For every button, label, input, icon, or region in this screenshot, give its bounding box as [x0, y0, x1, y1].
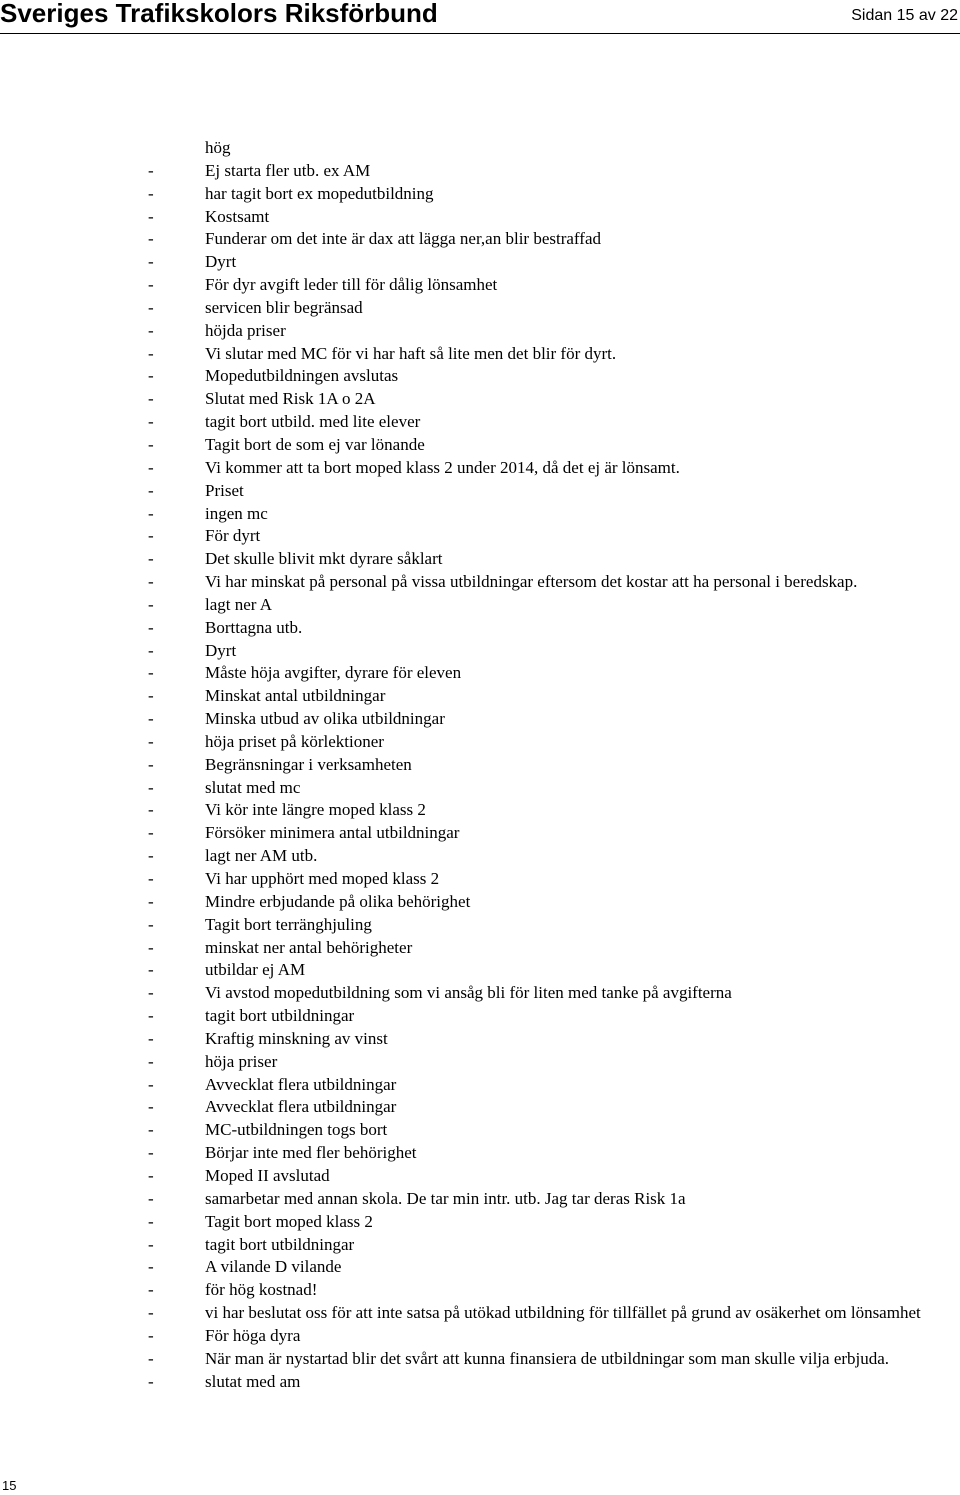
- bullet-dash: -: [148, 389, 154, 409]
- list-item-text: för hög kostnad!: [205, 1280, 318, 1300]
- list-item: [148, 571, 954, 594]
- list-item: [148, 1188, 954, 1211]
- list-item: [148, 1096, 954, 1119]
- bullet-dash: -: [148, 480, 154, 500]
- list-item: [148, 434, 954, 457]
- list-item: [148, 503, 954, 526]
- bullet-dash: -: [148, 960, 154, 980]
- list-item-text: tagit bort utbildningar: [205, 1234, 355, 1254]
- bullet-dash: -: [148, 1006, 154, 1026]
- list-item-text: Mindre erbjudande på olika behörighet: [205, 891, 471, 911]
- list-item-text: Ej starta fler utb. ex AM: [205, 160, 371, 180]
- list-item: [148, 1371, 954, 1394]
- bullet-dash: -: [148, 1280, 154, 1300]
- list-item: [148, 868, 954, 891]
- bullet-dash: -: [148, 160, 154, 180]
- bullet-dash: -: [148, 275, 154, 295]
- list-item-text: Moped II avslutad: [205, 1165, 330, 1185]
- list-item: [148, 594, 954, 617]
- list-item: [148, 1142, 954, 1165]
- bullet-dash: -: [148, 183, 154, 203]
- list-item-text: höja priset på körlektioner: [205, 731, 384, 751]
- page-header: [0, 0, 960, 34]
- list-item: [148, 708, 954, 731]
- list-item: [148, 411, 954, 434]
- list-item-text: Minska utbud av olika utbildningar: [205, 709, 445, 729]
- list-item-text: Vi har upphört med moped klass 2: [205, 869, 440, 888]
- list-item-text: Priset: [205, 480, 244, 500]
- list-item: [148, 685, 954, 708]
- list-item-text: Mopedutbildningen avslutas: [205, 366, 399, 386]
- bullet-dash: -: [148, 366, 154, 386]
- list-item-text: Vi kommer att ta bort moped klass 2 under 2014, då det ej är lönsamt.: [205, 457, 680, 477]
- list-item: [148, 228, 954, 251]
- list-item-text: Slutat med Risk 1A o 2A: [205, 389, 376, 409]
- bullet-dash: -: [148, 1120, 154, 1140]
- bullet-dash: -: [148, 1348, 154, 1368]
- list-item: [148, 617, 954, 640]
- header-divider: [0, 33, 960, 34]
- list-item: [148, 1211, 954, 1234]
- bullet-dash: -: [148, 800, 154, 820]
- list-item: [148, 754, 954, 777]
- list-item-text: Begränsningar i verksamheten: [205, 754, 412, 774]
- list-item: [148, 274, 954, 297]
- list-item-text: Funderar om det inte är dax att lägga ner,an blir bestraffad: [205, 229, 601, 249]
- list-item: [148, 799, 954, 822]
- list-item-text: MC-utbildningen togs bort: [205, 1120, 388, 1140]
- list-item: [148, 1005, 954, 1028]
- list-item-text: har tagit bort ex mopedutbildning: [205, 183, 434, 203]
- list-item: [148, 1234, 954, 1257]
- list-item: [148, 388, 954, 411]
- list-item-text: lagt ner AM utb.: [205, 846, 318, 866]
- list-item-text: slutat med am: [205, 1371, 301, 1391]
- bullet-dash: -: [148, 1097, 154, 1117]
- list-item-text: Försöker minimera antal utbildningar: [205, 823, 460, 843]
- bullet-dash: -: [148, 983, 154, 1003]
- bullet-dash: -: [148, 754, 154, 774]
- list-item: [148, 206, 954, 229]
- list-item-text: Tagit bort terränghjuling: [205, 914, 372, 934]
- list-item-text: Vi har minskat på personal på vissa utbildningar eftersom det kostar att ha personal i beredskap.: [205, 572, 858, 592]
- list-item: [148, 457, 954, 480]
- list-item: [148, 1348, 954, 1371]
- list-item-text: Vi avstod mopedutbildning som vi ansåg bli för liten med tanke på avgifterna: [205, 983, 732, 1003]
- bullet-dash: -: [148, 1303, 154, 1323]
- list-item: [148, 548, 954, 571]
- bullet-dash: -: [148, 343, 154, 363]
- list-item-text: Borttagna utb.: [205, 617, 303, 637]
- list-item: [148, 320, 954, 343]
- list-item: [148, 343, 954, 366]
- list-item: [148, 1279, 954, 1302]
- list-item-text: ingen mc: [205, 503, 268, 523]
- bullet-dash: -: [148, 1371, 154, 1391]
- list-item: [148, 1028, 954, 1051]
- footer-page-number: 15: [2, 1478, 17, 1493]
- bullet-dash: -: [148, 1143, 154, 1163]
- bullet-dash: -: [148, 1074, 154, 1094]
- list-item: [148, 1302, 954, 1325]
- list-item-text: Minskat antal utbildningar: [205, 686, 386, 706]
- bullet-dash: -: [148, 617, 154, 637]
- list-item-text: tagit bort utbild. med lite elever: [205, 412, 421, 432]
- list-item-text: Börjar inte med fler behörighet: [205, 1143, 417, 1163]
- list-item: [148, 1051, 954, 1074]
- document-title: Sveriges Trafikskolors Riksförbund: [0, 0, 438, 28]
- list-item: [148, 845, 954, 868]
- page-indicator: Sidan 15 av 22: [851, 7, 958, 24]
- bullet-dash: -: [148, 869, 154, 888]
- list-item-text: A vilande D vilande: [205, 1257, 342, 1277]
- list-item: [148, 1256, 954, 1279]
- list-item: [148, 891, 954, 914]
- bullet-dash: -: [148, 206, 154, 226]
- bullet-dash: -: [148, 1234, 154, 1254]
- bullet-dash: -: [148, 252, 154, 272]
- list-item-text: När man är nystartad blir det svårt att kunna finansiera de utbildningar som man skulle vilja erbjuda.: [205, 1348, 890, 1368]
- list-item: [148, 160, 954, 183]
- list-item-text: utbildar ej AM: [205, 960, 306, 980]
- list-item-text: samarbetar med annan skola. De tar min intr. utb. Jag tar deras Risk 1a: [205, 1188, 686, 1208]
- list-item-text: Tagit bort de som ej var lönande: [205, 434, 425, 454]
- continued-line: hög: [205, 138, 231, 157]
- list-item-text: Avvecklat flera utbildningar: [205, 1074, 397, 1094]
- list-item-text: Vi slutar med MC för vi har haft så lite men det blir för dyrt.: [205, 343, 617, 363]
- bullet-dash: -: [148, 457, 154, 477]
- list-item: [148, 1119, 954, 1142]
- list-item-text: Kraftig minskning av vinst: [205, 1028, 388, 1048]
- bullet-dash: -: [148, 846, 154, 866]
- list-item: [148, 183, 954, 206]
- list-item: [148, 959, 954, 982]
- list-item-text: höjda priser: [205, 320, 286, 340]
- bullet-dash: -: [148, 503, 154, 523]
- list-item-text: För dyr avgift leder till för dålig lönsamhet: [205, 275, 498, 295]
- list-item-text: servicen blir begränsad: [205, 297, 363, 317]
- list-item-text: tagit bort utbildningar: [205, 1006, 355, 1026]
- bullet-dash: -: [148, 709, 154, 729]
- list-item-text: lagt ner A: [205, 594, 273, 614]
- list-item-text: Tagit bort moped klass 2: [205, 1211, 373, 1231]
- bullet-dash: -: [148, 640, 154, 660]
- list-item-text: Måste höja avgifter, dyrare för eleven: [205, 663, 462, 683]
- bullet-dash: -: [148, 686, 154, 706]
- list-item: [148, 914, 954, 937]
- bullet-dash: -: [148, 914, 154, 934]
- list-item-text: För dyrt: [205, 526, 261, 546]
- list-item: [148, 251, 954, 274]
- bullet-dash: -: [148, 297, 154, 317]
- bullet-dash: -: [148, 937, 154, 957]
- list-item: [148, 640, 954, 663]
- bullet-dash: -: [148, 594, 154, 614]
- list-item: [148, 731, 954, 754]
- bullet-dash: -: [148, 891, 154, 911]
- bullet-dash: -: [148, 1188, 154, 1208]
- bullet-dash: -: [148, 663, 154, 683]
- bullet-dash: -: [148, 1211, 154, 1231]
- bullet-dash: -: [148, 412, 154, 432]
- bullet-dash: -: [148, 731, 154, 751]
- list-item: [148, 297, 954, 320]
- bullet-dash: -: [148, 1051, 154, 1071]
- list-item: [148, 1074, 954, 1097]
- bullet-dash: -: [148, 1028, 154, 1048]
- list-item-text: vi har beslutat oss för att inte satsa på utökad utbildning för tillfället på grund av osäkerhet om lönsamhet: [205, 1303, 921, 1323]
- list-item-text: Dyrt: [205, 252, 237, 272]
- list-item: [148, 365, 954, 388]
- list-item-text: Avvecklat flera utbildningar: [205, 1097, 397, 1117]
- bullet-dash: -: [148, 1325, 154, 1345]
- list-item-text: Kostsamt: [205, 206, 270, 226]
- list-item-text: minskat ner antal behörigheter: [205, 937, 413, 957]
- response-list: [148, 137, 954, 1393]
- list-item: [148, 1325, 954, 1348]
- bullet-dash: -: [148, 777, 154, 797]
- list-item: [148, 480, 954, 503]
- list-item-text: höja priser: [205, 1051, 278, 1071]
- list-item: [148, 822, 954, 845]
- list-item: [148, 525, 954, 548]
- bullet-dash: -: [148, 320, 154, 340]
- list-item: [148, 1165, 954, 1188]
- list-item-text: För höga dyra: [205, 1325, 301, 1345]
- bullet-dash: -: [148, 549, 154, 569]
- bullet-dash: -: [148, 823, 154, 843]
- list-item-text: slutat med mc: [205, 777, 301, 797]
- bullet-dash: -: [148, 1257, 154, 1277]
- bullet-dash: -: [148, 572, 154, 592]
- list-item: [148, 662, 954, 685]
- list-item-text: Vi kör inte längre moped klass 2: [205, 800, 426, 820]
- list-item-text: Dyrt: [205, 640, 237, 660]
- bullet-dash: -: [148, 229, 154, 249]
- bullet-dash: -: [148, 1165, 154, 1185]
- bullet-dash: -: [148, 526, 154, 546]
- list-item: [148, 777, 954, 800]
- bullet-dash: -: [148, 434, 154, 454]
- list-item: [148, 982, 954, 1005]
- list-item-text: Det skulle blivit mkt dyrare såklart: [205, 549, 443, 569]
- list-item: [148, 937, 954, 960]
